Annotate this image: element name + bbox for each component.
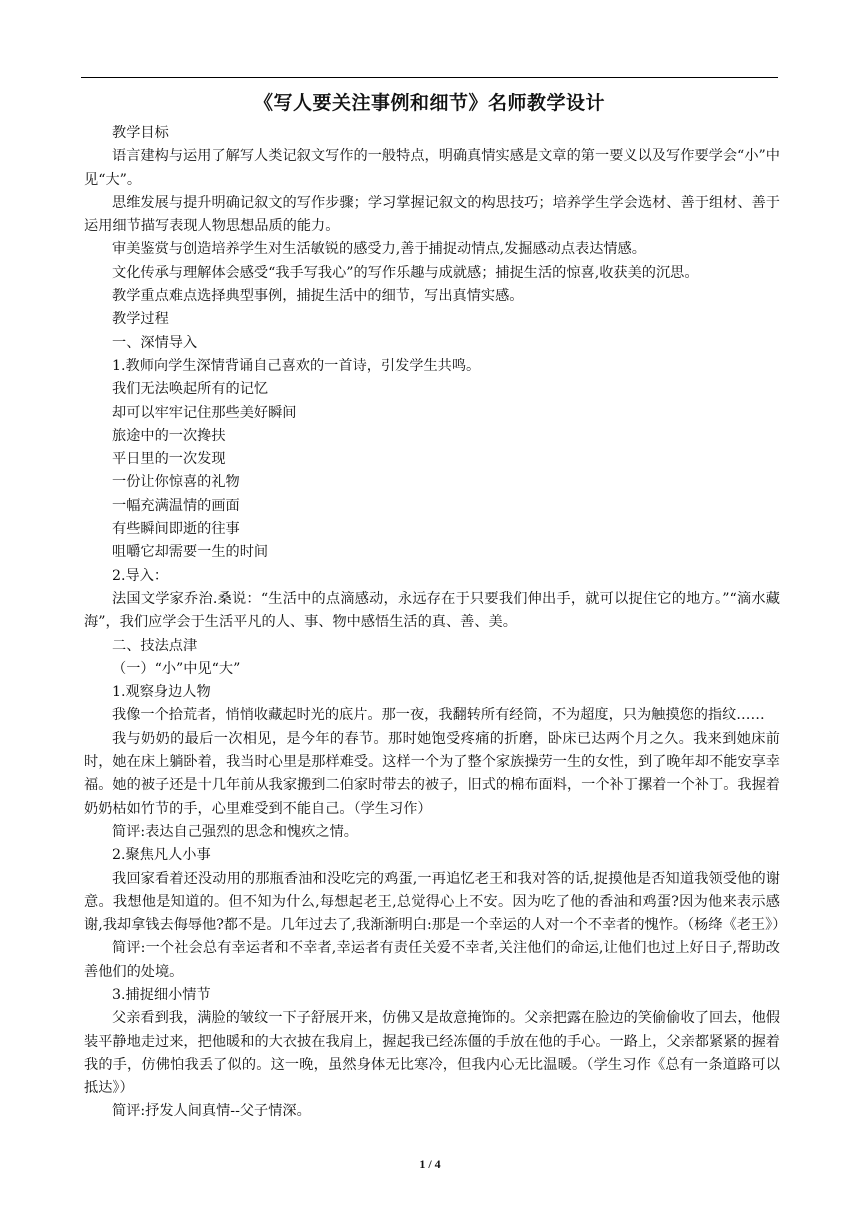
- paragraph: 教学过程: [112, 311, 169, 328]
- paragraph: 法国文学家乔治.桑说：“生活中的点滴感动，永远存在于只要我们伸出手，就可以捉住它的地方。”“滴水藏海”，我们应学会于生活平凡的人、事、物中感悟生活的真、善、美。: [84, 590, 780, 631]
- paragraph: 我与奶奶的最后一次相见，是今年的春节。那时她饱受疼痛的折磨，卧床已达两个月之久。我来到她床前时，她在床上躺卧着，我当时心里是那样难受。这样一个为了整个家族操劳一生的女性，到了晚年却不能安享幸福。她的被子还是十几年前从我家搬到二伯家时带去的被子，旧式的棉布面料，一个补丁摞着一个补丁。我握着奶奶枯如竹节的手，心里难受到不能自己。（学生习作）: [84, 730, 780, 817]
- paragraph: 教学目标: [112, 125, 169, 141]
- paragraph: 有些瞬间即逝的往事: [112, 521, 240, 538]
- paragraph: 平日里的一次发现: [112, 451, 226, 468]
- paragraph: 简评:抒发人间真情--父子情深。: [112, 1103, 311, 1120]
- paragraph: 父亲看到我，满脸的皱纹一下子舒展开来，仿佛又是故意掩饰的。父亲把露在脸边的笑偷偷收了回去，他假装平静地走过来，把他暖和的大衣披在我肩上，握起我已经冻僵的手放在他的手心。一路上，父亲都紧紧的握着我的手，仿佛怕我丢了似的。这一晚，虽然身体无比寒冷，但我内心无比温暖。（学生习作《总有一条道路可以抵达》）: [84, 1010, 780, 1097]
- paragraph: （一）“小”中见“大”: [112, 660, 241, 677]
- paragraph: 思维发展与提升明确记叙文的写作步骤；学习掌握记叙文的构思技巧；培养学生学会选材、善于组材、善于运用细节描写表现人物思想品质的能力。: [84, 194, 780, 235]
- header-rule: [81, 77, 778, 78]
- paragraph: 3.捕捉细小情节: [112, 986, 211, 1003]
- paragraph: 咀嚼它却需要一生的时间: [112, 544, 269, 561]
- paragraph: 一幅充满温情的画面: [112, 497, 240, 514]
- paragraph: 二、技法点津: [112, 637, 198, 654]
- paragraph: 审美鉴赏与创造培养学生对生活敏锐的感受力,善于捕捉动情点,发掘感动点表达情感。: [112, 241, 646, 258]
- paragraph: 一、深情导入: [112, 334, 198, 351]
- paragraph: 简评:一个社会总有幸运者和不幸者,幸运者有责任关爱不幸者,关注他们的命运,让他们也过上好日子,帮助改善他们的处境。: [84, 940, 780, 980]
- document-body: [84, 122, 787, 1124]
- paragraph: 2.聚焦凡人小事: [112, 847, 211, 864]
- paragraph: 1.观察身边人物: [112, 684, 211, 701]
- paragraph: 2.导入：: [112, 567, 169, 584]
- paragraph: 却可以牢牢记住那些美好瞬间: [112, 404, 297, 421]
- paragraph: 1.教师向学生深情背诵自己喜欢的一首诗，引发学生共鸣。: [112, 357, 481, 374]
- page-title: 《写人要关注事例和细节》名师教学设计: [253, 92, 605, 114]
- paragraph: 旅途中的一次搀扶: [112, 427, 226, 444]
- paragraph: 一份让你惊喜的礼物: [112, 474, 240, 491]
- paragraph: 语言建构与运用了解写人类记叙文写作的一般特点，明确真情实感是文章的第一要义以及写作要学会“小”中见“大”。: [84, 148, 780, 188]
- paragraph: 我像一个拾荒者，悄悄收藏起时光的底片。那一夜，我翻转所有经筒，不为超度，只为触摸您的指纹……: [112, 707, 765, 724]
- paragraph: 教学重点难点选择典型事例，捕捉生活中的细节，写出真情实感。: [112, 288, 524, 305]
- paragraph: 简评:表达自己强烈的思念和愧疚之情。: [112, 823, 358, 840]
- paragraph: 我回家看着还没动用的那瓶香油和没吃完的鸡蛋,一再追忆老王和我对答的话,捉摸他是否知道我领受他的谢意。我想他是知道的。但不知为什么,每想起老王,总觉得心上不安。因为吃了他的香油和鸡蛋?因为他来表示感谢,我却拿钱去侮辱他?都不是。几年过去了,我渐渐明白:那是一个幸运的人对一个不幸者的愧怍。（杨绛《老王》）: [84, 870, 787, 934]
- paragraph: 我们无法唤起所有的记忆: [112, 381, 269, 398]
- page-number: 1 / 4: [419, 1157, 441, 1171]
- paragraph: 文化传承与理解体会感受“我手写我心”的写作乐趣与成就感；捕捉生活的惊喜,收获美的沉思。: [112, 264, 699, 281]
